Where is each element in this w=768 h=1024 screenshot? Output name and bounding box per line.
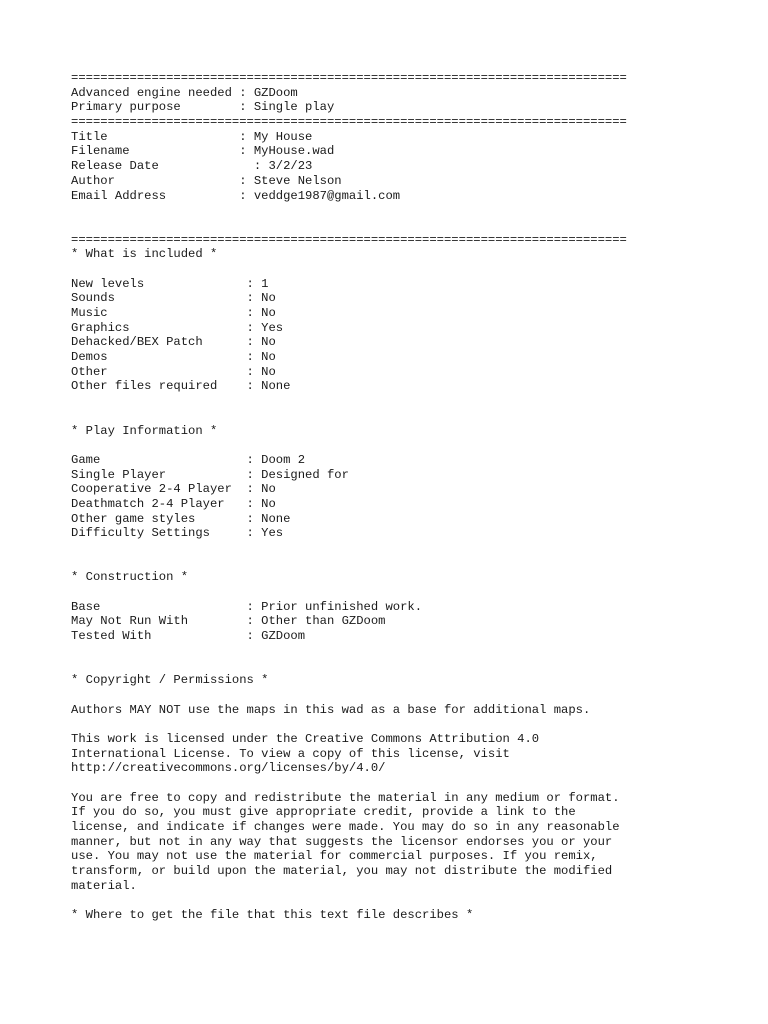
blank-line: [71, 688, 751, 703]
text-line: Other files required : None: [71, 379, 291, 394]
text-line: Other game styles : None: [71, 511, 291, 526]
text-line: Sounds : No: [71, 291, 276, 306]
blank-line: [71, 556, 751, 571]
blank-line: [71, 585, 751, 600]
blank-line: [71, 659, 751, 674]
blank-line: [71, 438, 751, 453]
blank-line: [71, 262, 751, 277]
text-line: May Not Run With : Other than GZDoom: [71, 614, 386, 629]
text-line: transform, or build upon the material, you may not distribute the modified: [71, 864, 613, 879]
text-line: Base : Prior unfinished work.: [71, 599, 423, 614]
text-line: Dehacked/BEX Patch : No: [71, 335, 276, 350]
text-line: Game : Doom 2: [71, 452, 306, 467]
text-line: Author : Steve Nelson: [71, 173, 342, 188]
text-line: Filename : MyHouse.wad: [71, 144, 335, 159]
text-line: Other : No: [71, 364, 276, 379]
text-document: [71, 71, 751, 923]
blank-line: [71, 541, 751, 556]
text-line: International License. To view a copy of this license, visit: [71, 746, 510, 761]
blank-line: [71, 409, 751, 424]
text-line: Advanced engine needed : GZDoom: [71, 85, 298, 100]
text-line: ============================================================================: [71, 232, 627, 247]
text-line: * Where to get the file that this text file describes *: [71, 908, 474, 923]
text-line: * Construction *: [71, 570, 189, 585]
text-line: Single Player : Designed for: [71, 467, 349, 482]
blank-line: [71, 203, 751, 218]
text-line: If you do so, you must give appropriate credit, provide a link to the: [71, 805, 576, 820]
blank-line: [71, 894, 751, 909]
text-line: http://creativecommons.org/licenses/by/4.0/: [71, 761, 386, 776]
blank-line: [71, 218, 751, 233]
blank-line: [71, 776, 751, 791]
text-line: Cooperative 2-4 Player : No: [71, 482, 276, 497]
text-line: use. You may not use the material for commercial purposes. If you remix,: [71, 849, 598, 864]
blank-line: [71, 644, 751, 659]
text-line: Title : My House: [71, 129, 313, 144]
text-line: Difficulty Settings : Yes: [71, 526, 284, 541]
text-line: * Copyright / Permissions *: [71, 673, 269, 688]
text-line: New levels : 1: [71, 276, 269, 291]
text-line: Release Date : 3/2/23: [71, 159, 313, 174]
text-line: material.: [71, 878, 137, 893]
text-line: Primary purpose : Single play: [71, 100, 335, 115]
text-line: ============================================================================: [71, 71, 627, 85]
text-line: This work is licensed under the Creative Commons Attribution 4.0: [71, 731, 540, 746]
text-line: Email Address : veddge1987@gmail.com: [71, 188, 401, 203]
text-line: * What is included *: [71, 247, 218, 262]
text-line: Authors MAY NOT use the maps in this wad as a base for additional maps.: [71, 702, 591, 717]
text-line: Graphics : Yes: [71, 320, 284, 335]
text-line: manner, but not in any way that suggests the licensor endorses you or your: [71, 834, 613, 849]
text-line: You are free to copy and redistribute the material in any medium or format.: [71, 790, 620, 805]
blank-line: [71, 717, 751, 732]
text-line: * Play Information *: [71, 423, 218, 438]
text-line: Tested With : GZDoom: [71, 629, 306, 644]
text-line: Demos : No: [71, 350, 276, 365]
text-line: Music : No: [71, 306, 276, 320]
text-line: Deathmatch 2-4 Player : No: [71, 496, 276, 511]
text-line: license, and indicate if changes were made. You may do so in any reasonable: [71, 820, 620, 835]
blank-line: [71, 394, 751, 409]
text-line: ============================================================================: [71, 115, 627, 130]
